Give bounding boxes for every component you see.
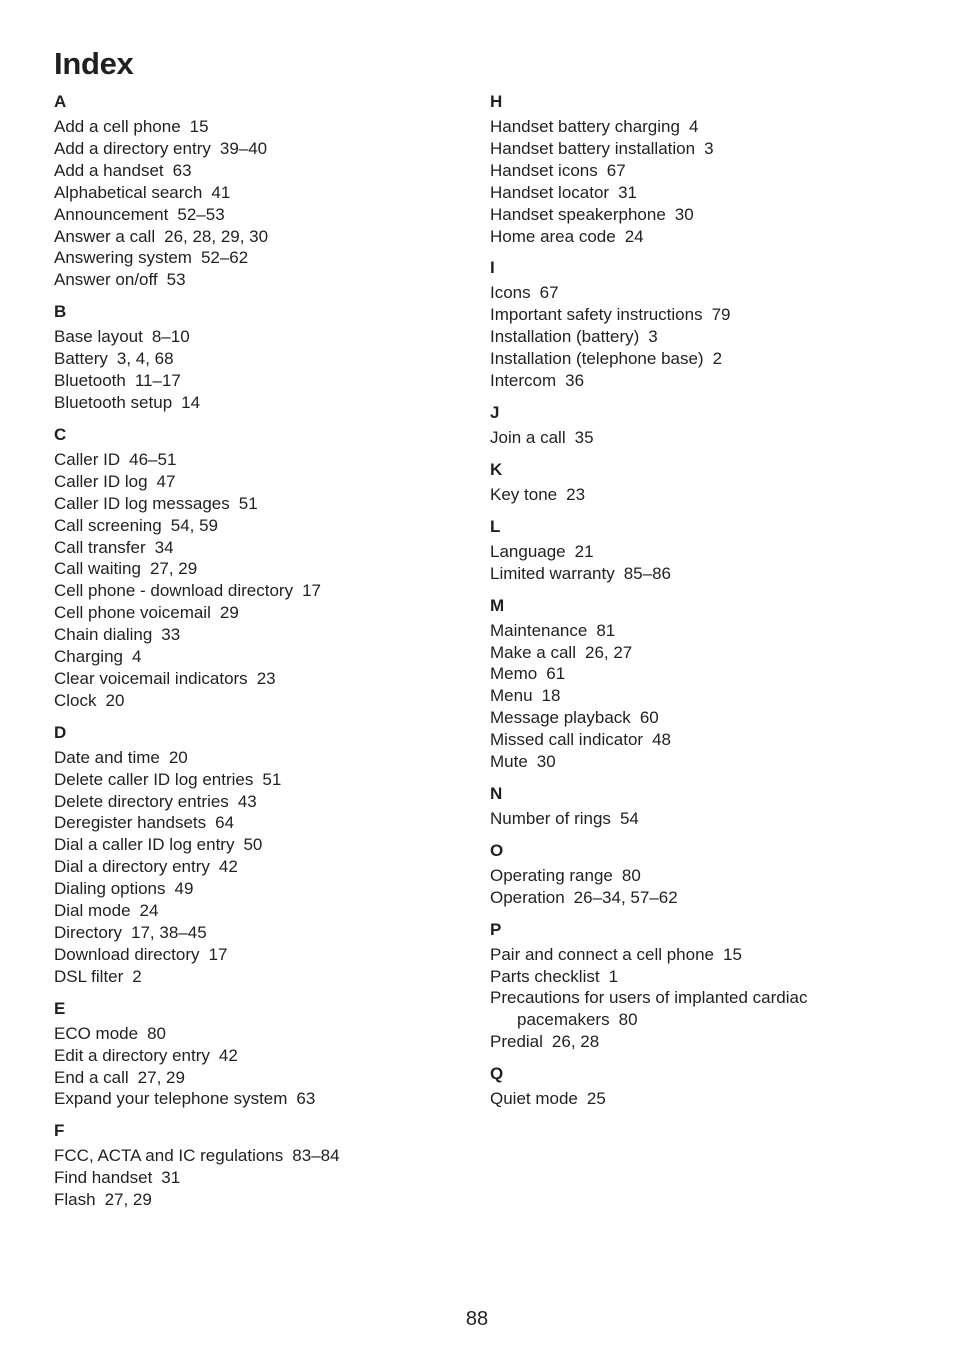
index-page-ref: 24 xyxy=(139,901,159,921)
index-page-ref: 24 xyxy=(624,226,644,246)
index-entry xyxy=(54,116,474,138)
index-page-ref: 31 xyxy=(161,1168,181,1188)
index-entry xyxy=(490,887,910,909)
section-letter: C xyxy=(54,424,67,444)
index-entry xyxy=(490,427,910,449)
index-entry xyxy=(54,515,474,537)
index-term: Intercom xyxy=(490,371,557,391)
index-entry xyxy=(54,182,474,204)
index-page-ref: 26, 28, 29, 30 xyxy=(164,226,269,246)
section-letter: F xyxy=(54,1121,65,1141)
index-page-ref: 26, 28 xyxy=(551,1032,600,1052)
index-term: Directory xyxy=(54,923,123,942)
index-entry xyxy=(54,160,474,182)
index-section-k xyxy=(490,460,910,506)
index-column-left xyxy=(54,92,474,1222)
index-term: Cell phone - download directory xyxy=(54,581,294,601)
index-entry xyxy=(490,204,910,226)
index-page-ref: 8–10 xyxy=(151,327,190,347)
page-number: 88 xyxy=(465,1308,489,1330)
index-entry xyxy=(490,865,910,887)
index-page-ref: 60 xyxy=(639,708,659,728)
index-page-ref: 80 xyxy=(621,865,641,885)
index-page-ref: 35 xyxy=(574,427,594,447)
index-page-ref: 17, 38–45 xyxy=(131,923,207,942)
index-term: Menu xyxy=(490,686,533,706)
index-term: pacemakers xyxy=(517,1010,610,1030)
index-page-ref: 15 xyxy=(189,117,209,136)
index-term: Dial a caller ID log entry xyxy=(54,835,235,855)
index-entry xyxy=(54,138,474,160)
index-section-e xyxy=(54,999,474,1111)
index-page-ref: 17 xyxy=(302,581,322,601)
index-page-ref: 27, 29 xyxy=(104,1190,152,1210)
index-term: Edit a directory entry xyxy=(54,1045,210,1065)
index-entry xyxy=(490,751,910,773)
index-page-ref: 3 xyxy=(704,138,714,158)
index-page-ref: 79 xyxy=(711,305,731,325)
index-entry xyxy=(54,269,474,291)
index-entry xyxy=(490,1088,910,1110)
index-entry xyxy=(54,602,474,624)
index-page-ref: 49 xyxy=(174,879,194,899)
section-letter: D xyxy=(54,722,67,742)
index-term: Mute xyxy=(490,752,528,772)
index-entry xyxy=(54,326,474,348)
index-section-j xyxy=(490,403,910,449)
index-entry xyxy=(54,392,474,414)
index-page-ref: 39–40 xyxy=(219,138,268,158)
index-term: Call screening xyxy=(54,515,162,535)
index-page-ref: 48 xyxy=(652,730,671,750)
section-letter: J xyxy=(490,402,500,422)
index-entry xyxy=(54,449,474,471)
index-entry xyxy=(490,685,910,707)
index-term: Download directory xyxy=(54,944,200,964)
index-section-a xyxy=(54,92,474,291)
index-page-ref: 31 xyxy=(618,182,637,202)
index-page-ref: 30 xyxy=(536,752,556,772)
index-term: Alphabetical search xyxy=(54,182,203,202)
index-term: Call transfer xyxy=(54,537,146,557)
index-entry xyxy=(490,620,910,642)
index-entry xyxy=(490,987,910,1009)
section-letter: K xyxy=(490,459,503,479)
index-page-ref: 20 xyxy=(168,747,188,767)
index-page-ref: 33 xyxy=(161,625,181,645)
index-term: FCC, ACTA and IC regulations xyxy=(54,1146,284,1166)
index-page-ref: 61 xyxy=(546,664,566,684)
index-entry xyxy=(490,182,910,204)
index-term: Handset speakerphone xyxy=(490,204,666,224)
index-term: Number of rings xyxy=(490,808,611,828)
index-section-p xyxy=(490,920,910,1054)
index-entry xyxy=(54,1145,474,1167)
index-entry xyxy=(54,878,474,900)
index-page-ref: 27, 29 xyxy=(137,1067,185,1087)
index-page-ref: 53 xyxy=(166,270,186,290)
index-page-ref: 83–84 xyxy=(292,1146,340,1166)
index-page-ref: 42 xyxy=(218,857,238,877)
section-letter: L xyxy=(490,516,501,536)
index-page-ref: 4 xyxy=(132,647,142,667)
index-entry xyxy=(54,204,474,226)
index-page-ref: 18 xyxy=(541,686,561,706)
index-section-i xyxy=(490,258,910,392)
index-entry xyxy=(490,160,910,182)
index-entry xyxy=(490,348,910,370)
index-term: Bluetooth setup xyxy=(54,392,173,412)
index-entry xyxy=(54,348,474,370)
index-term: Answering system xyxy=(54,248,192,268)
section-letter: H xyxy=(490,92,503,111)
index-term: Caller ID log messages xyxy=(54,493,230,513)
index-term: Charging xyxy=(54,647,123,667)
index-entry xyxy=(490,563,910,585)
index-page-ref: 20 xyxy=(105,690,125,710)
index-term: Handset battery charging xyxy=(490,117,680,136)
index-page-ref: 36 xyxy=(565,371,585,391)
section-letter: M xyxy=(490,595,505,615)
index-page-ref: 2 xyxy=(132,966,142,986)
index-term: Missed call indicator xyxy=(490,730,644,750)
index-term: Limited warranty xyxy=(490,563,615,583)
index-page-ref: 67 xyxy=(539,283,559,303)
index-term: Expand your telephone system xyxy=(54,1089,288,1109)
index-term: Deregister handsets xyxy=(54,813,207,833)
index-section-m xyxy=(490,596,910,773)
index-term: Quiet mode xyxy=(490,1089,578,1109)
index-entry xyxy=(490,707,910,729)
index-term: Add a cell phone xyxy=(54,117,181,136)
index-page-ref: 17 xyxy=(208,944,228,964)
index-section-l xyxy=(490,517,910,585)
index-page-ref: 21 xyxy=(574,541,594,561)
index-entry xyxy=(54,747,474,769)
index-entry xyxy=(54,966,474,988)
index-page-ref: 52–53 xyxy=(177,204,225,224)
index-term: Home area code xyxy=(490,226,616,246)
index-page-ref: 25 xyxy=(586,1089,606,1109)
index-page-ref: 26–34, 57–62 xyxy=(573,887,678,907)
index-entry xyxy=(54,922,474,944)
index-entry xyxy=(54,1045,474,1067)
index-term: Caller ID log xyxy=(54,471,148,491)
index-entry xyxy=(490,729,910,751)
index-page-ref: 3 xyxy=(648,327,658,347)
index-page-ref: 34 xyxy=(154,537,174,557)
index-page-ref: 2 xyxy=(712,349,723,369)
index-page-ref: 1 xyxy=(608,966,619,986)
index-term: Clear voicemail indicators xyxy=(54,668,248,688)
index-term: Icons xyxy=(490,283,531,303)
index-entry xyxy=(490,226,910,248)
index-entry xyxy=(54,624,474,646)
index-entry xyxy=(54,791,474,813)
index-entry xyxy=(54,834,474,856)
index-page-ref: 54 xyxy=(619,808,639,828)
index-entry xyxy=(54,812,474,834)
index-term: Language xyxy=(490,541,566,561)
index-entry xyxy=(54,247,474,269)
index-entry xyxy=(490,808,910,830)
index-entry xyxy=(490,1009,910,1031)
index-page-ref: 52–62 xyxy=(200,248,249,268)
index-page-ref: 51 xyxy=(262,769,282,789)
index-term: Add a directory entry xyxy=(54,138,211,158)
index-page-ref: 67 xyxy=(606,160,626,180)
index-entry xyxy=(54,668,474,690)
index-term: Precautions for users of implanted cardiac xyxy=(490,988,808,1008)
index-section-b xyxy=(54,302,474,414)
index-column-right xyxy=(490,92,910,1121)
index-entry xyxy=(54,558,474,580)
index-page-ref: 63 xyxy=(296,1089,316,1109)
index-term: Maintenance xyxy=(490,620,588,640)
index-entry xyxy=(54,1088,474,1110)
index-section-f xyxy=(54,1121,474,1211)
index-page-ref: 47 xyxy=(156,471,176,491)
index-term: Handset icons xyxy=(490,160,598,180)
index-section-h xyxy=(490,92,910,247)
index-entry xyxy=(54,226,474,248)
index-entry xyxy=(54,646,474,668)
index-section-d xyxy=(54,723,474,988)
index-page-ref: 43 xyxy=(237,791,257,811)
index-entry xyxy=(54,537,474,559)
index-page-ref: 27, 29 xyxy=(149,559,198,579)
index-term: Pair and connect a cell phone xyxy=(490,944,714,964)
index-term: ECO mode xyxy=(54,1023,139,1043)
index-entry xyxy=(54,1023,474,1045)
index-term: Answer on/off xyxy=(54,270,158,290)
index-term: Installation (battery) xyxy=(490,327,640,347)
index-entry xyxy=(490,304,910,326)
index-page-ref: 42 xyxy=(218,1045,238,1065)
index-term: Flash xyxy=(54,1190,96,1210)
index-term: End a call xyxy=(54,1067,129,1087)
index-entry xyxy=(54,493,474,515)
index-page-ref: 46–51 xyxy=(129,449,177,469)
index-page-ref: 41 xyxy=(211,182,231,202)
index-term: Predial xyxy=(490,1032,543,1052)
index-term: Find handset xyxy=(54,1168,153,1188)
index-term: Bluetooth xyxy=(54,371,126,391)
index-term: Add a handset xyxy=(54,160,164,180)
index-entry xyxy=(490,138,910,160)
index-entry xyxy=(54,370,474,392)
index-entry xyxy=(490,282,910,304)
index-term: Handset battery installation xyxy=(490,138,696,158)
index-section-c xyxy=(54,425,474,712)
index-page-ref: 3, 4, 68 xyxy=(116,349,174,369)
index-term: Delete caller ID log entries xyxy=(54,769,254,789)
section-letter: O xyxy=(490,840,504,860)
index-term: Cell phone voicemail xyxy=(54,603,211,623)
index-term: Make a call xyxy=(490,642,576,662)
section-letter: E xyxy=(54,998,66,1018)
index-entry xyxy=(54,580,474,602)
index-entry xyxy=(490,944,910,966)
index-entry xyxy=(54,856,474,878)
index-entry xyxy=(54,944,474,966)
index-page-ref: 64 xyxy=(215,813,235,833)
index-entry xyxy=(490,116,910,138)
section-letter: A xyxy=(54,92,67,111)
index-term: Key tone xyxy=(490,484,558,504)
index-entry xyxy=(490,642,910,664)
index-term: Important safety instructions xyxy=(490,305,703,325)
index-entry xyxy=(490,484,910,506)
index-page-ref: 11–17 xyxy=(134,371,181,391)
index-entry xyxy=(54,1189,474,1211)
index-term: Dial mode xyxy=(54,901,131,921)
index-term: Clock xyxy=(54,690,97,710)
index-page-ref: 63 xyxy=(172,160,192,180)
index-entry xyxy=(54,471,474,493)
index-term: Answer a call xyxy=(54,226,156,246)
index-page-ref: 51 xyxy=(238,493,258,513)
index-entry xyxy=(54,900,474,922)
index-entry xyxy=(490,663,910,685)
index-page-ref: 54, 59 xyxy=(170,515,218,535)
index-section-o xyxy=(490,841,910,909)
index-entry xyxy=(490,370,910,392)
index-term: DSL filter xyxy=(54,966,124,986)
index-entry xyxy=(54,769,474,791)
index-entry xyxy=(54,1167,474,1189)
index-entry xyxy=(490,541,910,563)
page-title: Index xyxy=(54,46,134,81)
index-term: Caller ID xyxy=(54,449,121,469)
index-term: Announcement xyxy=(54,204,169,224)
index-entry xyxy=(490,966,910,988)
index-term: Installation (telephone base) xyxy=(490,349,704,369)
index-page-ref: 80 xyxy=(618,1010,638,1030)
index-page-ref: 15 xyxy=(723,944,742,964)
section-letter: B xyxy=(54,302,67,322)
index-term: Date and time xyxy=(54,747,160,767)
index-entry xyxy=(54,1067,474,1089)
index-page-ref: 30 xyxy=(674,204,694,224)
index-page-ref: 23 xyxy=(256,668,276,688)
section-letter: P xyxy=(490,919,502,939)
index-term: Operation xyxy=(490,887,565,907)
index-term: Parts checklist xyxy=(490,966,600,986)
index-entry xyxy=(490,326,910,348)
index-term: Memo xyxy=(490,664,538,684)
index-term: Base layout xyxy=(54,327,143,347)
index-page-ref: 81 xyxy=(596,620,616,640)
index-page-ref: 80 xyxy=(147,1023,167,1043)
index-term: Join a call xyxy=(490,427,566,447)
index-page-ref: 23 xyxy=(566,484,586,504)
index-section-n xyxy=(490,784,910,830)
index-page-ref: 4 xyxy=(688,117,699,136)
index-term: Delete directory entries xyxy=(54,791,229,811)
index-page-ref: 29 xyxy=(219,603,239,623)
index-page-ref: 85–86 xyxy=(623,563,671,583)
section-letter: I xyxy=(490,258,495,278)
index-term: Handset locator xyxy=(490,182,610,202)
section-letter: Q xyxy=(490,1064,504,1084)
index-page-ref: 26, 27 xyxy=(584,642,633,662)
index-term: Battery xyxy=(54,349,108,369)
index-page-ref: 14 xyxy=(181,392,201,412)
index-term: Chain dialing xyxy=(54,625,153,645)
index-term: Call waiting xyxy=(54,559,141,579)
index-term: Dialing options xyxy=(54,879,166,899)
index-entry xyxy=(490,1031,910,1053)
index-term: Dial a directory entry xyxy=(54,857,210,877)
index-section-q xyxy=(490,1064,910,1110)
index-entry xyxy=(54,690,474,712)
index-page-ref: 50 xyxy=(243,835,263,855)
index-term: Message playback xyxy=(490,708,631,728)
index-term: Operating range xyxy=(490,865,613,885)
section-letter: N xyxy=(490,783,503,803)
